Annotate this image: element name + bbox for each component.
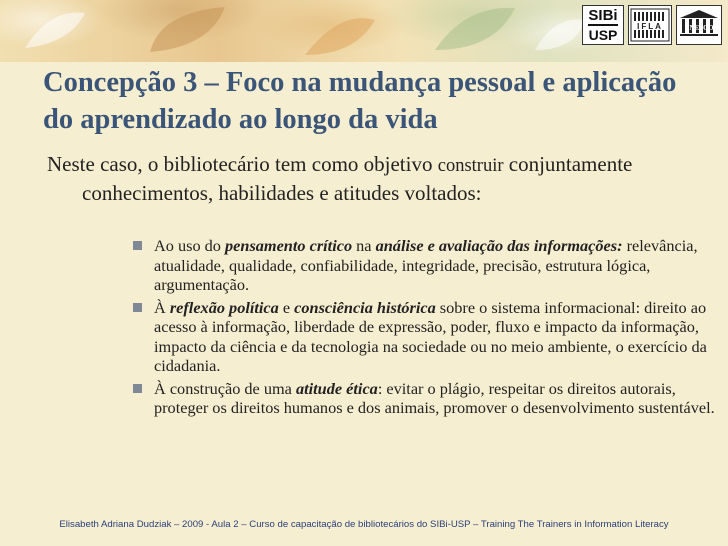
ifla-logo	[628, 5, 672, 45]
intro-paragraph	[47, 151, 728, 207]
bullet-emphasis: reflexão política	[169, 297, 279, 317]
unesco-temple-icon	[678, 8, 720, 42]
leaf-decoration-icon	[140, 2, 230, 57]
slide-footer: Elisabeth Adriana Dudziak – 2009 - Aula 2 – Curso de capacitação de bibliotecários do SIBi-USP – Training The Trainers in Information Literacy	[59, 519, 669, 530]
list-item	[130, 298, 715, 376]
bullet-text: na	[352, 236, 376, 255]
bullet-text: À	[154, 297, 170, 317]
list-item	[130, 236, 715, 295]
decorative-banner	[0, 0, 728, 62]
leaf-decoration-icon	[300, 10, 380, 60]
bullet-text: e	[278, 297, 295, 317]
leaf-decoration-icon	[20, 8, 90, 53]
leaf-decoration-icon	[430, 0, 520, 55]
bullet-emphasis: análise e avaliação das informações:	[375, 236, 623, 255]
bullet-text: À construção de uma	[154, 378, 296, 398]
sibi-usp-logo	[582, 5, 624, 45]
sibi-logo-text: SIBi	[588, 7, 618, 24]
list-item	[130, 379, 715, 418]
slide-title: Concepção 3 – Foco na mudança pessoal e aplicação do aprendizado ao longo da vida	[43, 67, 677, 135]
bullet-square-icon	[133, 303, 142, 312]
bullet-emphasis: atitude ética	[295, 378, 378, 398]
bullet-text: sobre o sistema informacional: direito ao acesso à informação, liberdade de expressão, poder, fluxo e impacto da informação, impacto da ciência e da tecnologia na sociedade ou no meio ambiente, o exercício da cidadania.	[154, 297, 707, 375]
svg-text:UNESCO: UNESCO	[684, 24, 714, 32]
partner-logos	[582, 5, 722, 45]
bullet-emphasis: pensamento crítico	[225, 236, 353, 255]
intro-continuation: conjuntamente conhecimentos, habilidades e atitudes voltados:	[82, 152, 633, 205]
bullet-text: : evitar o plágio, respeitar os direitos autorais, proteger os direitos humanos e dos animais, promover o desenvolvimento sustentável.	[154, 378, 715, 417]
leaf-decoration-icon	[530, 15, 590, 55]
usp-logo-text: USP	[588, 27, 618, 43]
bullet-square-icon	[133, 241, 142, 250]
bullet-square-icon	[133, 384, 142, 393]
bullet-emphasis: consciência histórica	[294, 297, 436, 317]
bullet-text: Ao uso do	[154, 236, 226, 255]
ifla-logo-icon	[630, 8, 670, 42]
unesco-logo	[676, 5, 722, 45]
svg-text:IFLA: IFLA	[637, 22, 663, 31]
intro-text: Neste caso, o bibliotecário tem como objetivo	[47, 152, 438, 176]
intro-verb: construir	[437, 156, 504, 176]
bullet-list	[130, 236, 715, 421]
bullet-text: relevância, atualidade, qualidade, confiabilidade, integridade, precisão, estrutura lógica, argumentação.	[154, 236, 698, 294]
